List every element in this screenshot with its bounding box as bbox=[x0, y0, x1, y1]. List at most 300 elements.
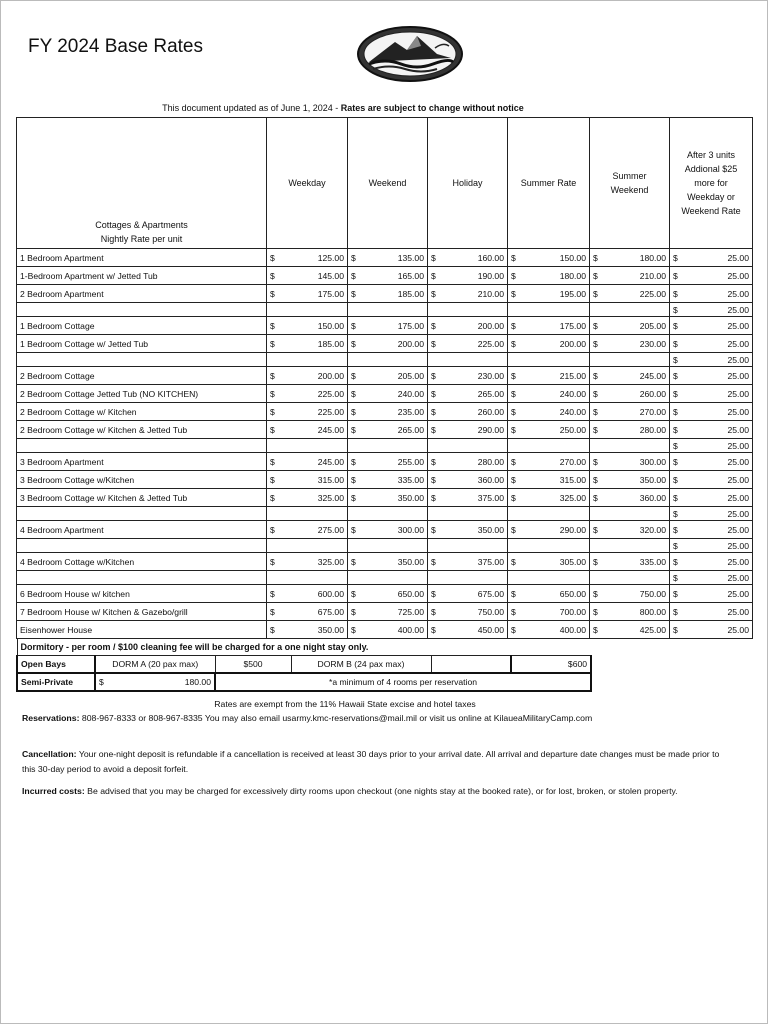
currency-symbol: $ bbox=[673, 474, 678, 485]
rate-cell bbox=[508, 353, 590, 367]
rate-value: 215.00 bbox=[559, 370, 586, 381]
rate-value: 255.00 bbox=[397, 456, 424, 467]
rate-cell bbox=[590, 317, 670, 335]
currency-symbol: $ bbox=[270, 338, 275, 349]
rate-cell bbox=[590, 285, 670, 303]
currency-symbol: $ bbox=[431, 556, 436, 567]
currency-symbol: $ bbox=[351, 406, 356, 417]
rate-cell bbox=[670, 585, 753, 603]
rate-cell bbox=[590, 353, 670, 367]
rate-value: 200.00 bbox=[559, 338, 586, 349]
currency-symbol: $ bbox=[511, 288, 516, 299]
rate-cell bbox=[428, 521, 508, 539]
rate-value: 175.00 bbox=[397, 320, 424, 331]
rate-cell bbox=[508, 303, 590, 317]
column-header-weekday: Weekday bbox=[267, 118, 348, 249]
rate-cell bbox=[590, 249, 670, 267]
currency-symbol: $ bbox=[511, 370, 516, 381]
rate-cell bbox=[267, 553, 348, 571]
rate-cell bbox=[267, 571, 348, 585]
currency-symbol: $ bbox=[673, 572, 678, 583]
rate-cell bbox=[267, 471, 348, 489]
rate-value: 25.00 bbox=[727, 440, 749, 451]
rate-value: 210.00 bbox=[639, 270, 666, 281]
rate-value: 360.00 bbox=[639, 492, 666, 503]
dorm-a-label: DORM A (20 pax max) bbox=[95, 656, 215, 674]
currency-symbol: $ bbox=[673, 270, 678, 281]
rate-value: 25.00 bbox=[727, 556, 749, 567]
rate-value: 280.00 bbox=[477, 456, 504, 467]
reservations-text: 808-967-8333 or 808-967-8335 You may also email usarmy.kmc-reservations@mail.mil or visit us online at KilaueaMilitaryCamp.com bbox=[79, 713, 593, 723]
rate-value: 25.00 bbox=[727, 508, 749, 519]
rates-table bbox=[16, 117, 753, 639]
currency-symbol: $ bbox=[593, 338, 598, 349]
currency-symbol: $ bbox=[270, 456, 275, 467]
rate-value: 205.00 bbox=[639, 320, 666, 331]
unit-name bbox=[17, 539, 267, 553]
rate-value: 350.00 bbox=[477, 524, 504, 535]
rate-cell bbox=[508, 367, 590, 385]
rate-value: 235.00 bbox=[397, 406, 424, 417]
currency-symbol: $ bbox=[593, 492, 598, 503]
rate-cell bbox=[508, 489, 590, 507]
rate-value: 25.00 bbox=[727, 524, 749, 535]
rate-value: 230.00 bbox=[477, 370, 504, 381]
spacer-row bbox=[17, 353, 753, 367]
currency-symbol: $ bbox=[673, 540, 678, 551]
column-header-holiday: Holiday bbox=[428, 118, 508, 249]
rate-cell bbox=[428, 403, 508, 421]
currency-symbol: $ bbox=[351, 524, 356, 535]
rate-cell bbox=[508, 439, 590, 453]
currency-symbol: $ bbox=[351, 370, 356, 381]
rate-value: 290.00 bbox=[559, 524, 586, 535]
rate-value: 320.00 bbox=[639, 524, 666, 535]
rate-cell bbox=[508, 521, 590, 539]
semi-private-note: *a minimum of 4 rooms per reservation bbox=[215, 673, 591, 691]
currency-symbol: $ bbox=[673, 508, 678, 519]
unit-name: 6 Bedroom House w/ kitchen bbox=[17, 585, 267, 603]
rate-cell bbox=[590, 585, 670, 603]
rate-value: 245.00 bbox=[317, 456, 344, 467]
rate-value: 160.00 bbox=[477, 252, 504, 263]
rate-value: 315.00 bbox=[559, 474, 586, 485]
rate-cell bbox=[428, 303, 508, 317]
currency-symbol: $ bbox=[351, 338, 356, 349]
rate-cell bbox=[670, 553, 753, 571]
rate-cell bbox=[670, 317, 753, 335]
unit-name: 4 Bedroom Cottage w/Kitchen bbox=[17, 553, 267, 571]
rate-cell bbox=[508, 267, 590, 285]
unit-name bbox=[17, 303, 267, 317]
rate-cell bbox=[428, 421, 508, 439]
rate-cell bbox=[428, 507, 508, 521]
currency-symbol: $ bbox=[270, 524, 275, 535]
rate-cell bbox=[670, 471, 753, 489]
rate-value: 200.00 bbox=[317, 370, 344, 381]
update-date-text: This document updated as of June 1, 2024 - bbox=[162, 103, 341, 113]
rate-cell bbox=[508, 585, 590, 603]
currency-symbol: $ bbox=[431, 624, 436, 635]
rate-row bbox=[17, 367, 753, 385]
currency-symbol: $ bbox=[270, 606, 275, 617]
rate-value: 260.00 bbox=[477, 406, 504, 417]
currency-symbol: $ bbox=[673, 288, 678, 299]
rate-cell bbox=[428, 335, 508, 353]
rate-value: 25.00 bbox=[727, 588, 749, 599]
rate-value: 175.00 bbox=[559, 320, 586, 331]
rate-cell bbox=[670, 603, 753, 621]
spacer-row bbox=[17, 303, 753, 317]
rate-value: 325.00 bbox=[559, 492, 586, 503]
rate-value: 190.00 bbox=[477, 270, 504, 281]
currency-symbol: $ bbox=[511, 388, 516, 399]
rate-cell bbox=[508, 421, 590, 439]
rate-cell bbox=[590, 489, 670, 507]
currency-symbol: $ bbox=[593, 624, 598, 635]
rate-cell bbox=[590, 335, 670, 353]
rate-value: 650.00 bbox=[397, 588, 424, 599]
currency-symbol: $ bbox=[351, 288, 356, 299]
rate-cell bbox=[348, 471, 428, 489]
currency-symbol: $ bbox=[673, 338, 678, 349]
rate-value: 200.00 bbox=[397, 338, 424, 349]
currency-symbol: $ bbox=[270, 556, 275, 567]
rate-row bbox=[17, 421, 753, 439]
unit-name: 2 Bedroom Apartment bbox=[17, 285, 267, 303]
rate-cell bbox=[267, 521, 348, 539]
rate-cell bbox=[670, 285, 753, 303]
rate-value: 300.00 bbox=[639, 456, 666, 467]
rate-cell bbox=[670, 421, 753, 439]
rate-value: 450.00 bbox=[477, 624, 504, 635]
currency-symbol: $ bbox=[593, 606, 598, 617]
rate-cell bbox=[348, 585, 428, 603]
mountain-wave-emblem-icon bbox=[355, 24, 465, 84]
spacer-row bbox=[17, 439, 753, 453]
currency-symbol: $ bbox=[270, 252, 275, 263]
rate-value: 180.00 bbox=[639, 252, 666, 263]
rate-value: 25.00 bbox=[727, 354, 749, 365]
currency-symbol: $ bbox=[431, 606, 436, 617]
rate-value: 250.00 bbox=[559, 424, 586, 435]
currency-symbol: $ bbox=[673, 406, 678, 417]
currency-symbol: $ bbox=[511, 524, 516, 535]
rate-cell bbox=[670, 335, 753, 353]
unit-name: 2 Bedroom Cottage w/ Kitchen & Jetted Tub bbox=[17, 421, 267, 439]
rate-value: 275.00 bbox=[317, 524, 344, 535]
currency-symbol: $ bbox=[511, 456, 516, 467]
rate-cell bbox=[348, 403, 428, 421]
rate-cell bbox=[670, 267, 753, 285]
spacer-row bbox=[17, 571, 753, 585]
rate-value: 265.00 bbox=[397, 424, 424, 435]
rate-value: 245.00 bbox=[317, 424, 344, 435]
incurred-costs-note bbox=[22, 784, 722, 799]
rate-cell bbox=[590, 385, 670, 403]
rate-value: 25.00 bbox=[727, 572, 749, 583]
open-bays-row bbox=[17, 656, 591, 674]
rates-body bbox=[17, 249, 753, 639]
spacer-row bbox=[17, 539, 753, 553]
rate-cell bbox=[428, 621, 508, 639]
unit-name: 1 Bedroom Cottage bbox=[17, 317, 267, 335]
dormitory-note-row bbox=[17, 639, 591, 656]
rate-value: 350.00 bbox=[639, 474, 666, 485]
rate-value: 290.00 bbox=[477, 424, 504, 435]
rate-value: 225.00 bbox=[639, 288, 666, 299]
unit-name: 1 Bedroom Apartment bbox=[17, 249, 267, 267]
rate-value: 25.00 bbox=[727, 406, 749, 417]
rate-cell bbox=[267, 453, 348, 471]
rate-value: 25.00 bbox=[727, 424, 749, 435]
rate-value: 280.00 bbox=[639, 424, 666, 435]
rate-value: 265.00 bbox=[477, 388, 504, 399]
rate-value: 25.00 bbox=[727, 338, 749, 349]
rate-cell bbox=[348, 303, 428, 317]
rate-cell bbox=[348, 489, 428, 507]
column-header-weekend: Weekend bbox=[348, 118, 428, 249]
rate-row bbox=[17, 403, 753, 421]
rate-value: 180.00 bbox=[559, 270, 586, 281]
rate-value: 700.00 bbox=[559, 606, 586, 617]
currency-symbol: $ bbox=[431, 388, 436, 399]
rate-cell bbox=[267, 539, 348, 553]
rate-cell bbox=[428, 571, 508, 585]
currency-symbol: $ bbox=[593, 474, 598, 485]
rate-cell bbox=[348, 539, 428, 553]
rate-cell bbox=[508, 249, 590, 267]
rate-cell bbox=[590, 267, 670, 285]
rate-cell bbox=[670, 403, 753, 421]
header-row bbox=[17, 118, 753, 249]
rate-cell bbox=[267, 403, 348, 421]
rate-cell bbox=[267, 249, 348, 267]
rate-cell bbox=[267, 267, 348, 285]
column-header-summer-rate: Summer Rate bbox=[508, 118, 590, 249]
unit-name: 3 Bedroom Cottage w/Kitchen bbox=[17, 471, 267, 489]
currency-symbol: $ bbox=[511, 474, 516, 485]
currency-symbol: $ bbox=[431, 474, 436, 485]
column-header-unit: Cottages & Apartments Nightly Rate per unit bbox=[17, 118, 267, 249]
rate-cell bbox=[428, 489, 508, 507]
unit-name: 2 Bedroom Cottage bbox=[17, 367, 267, 385]
rate-cell bbox=[267, 367, 348, 385]
rate-cell bbox=[670, 439, 753, 453]
rates-change-warning: Rates are subject to change without notice bbox=[340, 103, 524, 113]
rate-row bbox=[17, 453, 753, 471]
reservations-note bbox=[22, 711, 722, 726]
semi-private-label: Semi-Private bbox=[17, 673, 95, 691]
tax-exempt-note: Rates are exempt from the 11% Hawaii State excise and hotel taxes bbox=[214, 699, 476, 709]
rate-value: 675.00 bbox=[317, 606, 344, 617]
currency-symbol: $ bbox=[431, 456, 436, 467]
unit-name: 3 Bedroom Cottage w/ Kitchen & Jetted Tub bbox=[17, 489, 267, 507]
unit-name: 2 Bedroom Cottage w/ Kitchen bbox=[17, 403, 267, 421]
rate-cell bbox=[348, 603, 428, 621]
rate-value: 315.00 bbox=[317, 474, 344, 485]
currency-symbol: $ bbox=[593, 288, 598, 299]
unit-name: Eisenhower House bbox=[17, 621, 267, 639]
rate-value: 400.00 bbox=[559, 624, 586, 635]
currency-symbol: $ bbox=[431, 288, 436, 299]
rate-value: 675.00 bbox=[477, 588, 504, 599]
rate-cell bbox=[428, 249, 508, 267]
rate-cell bbox=[508, 471, 590, 489]
currency-symbol: $ bbox=[511, 624, 516, 635]
currency-symbol: $ bbox=[351, 252, 356, 263]
semi-private-price-cell bbox=[95, 673, 215, 691]
rate-cell bbox=[590, 453, 670, 471]
unit-name bbox=[17, 353, 267, 367]
rate-cell bbox=[348, 317, 428, 335]
rate-cell bbox=[428, 553, 508, 571]
rate-value: 350.00 bbox=[397, 492, 424, 503]
currency-symbol: $ bbox=[593, 320, 598, 331]
page-title: FY 2024 Base Rates bbox=[28, 36, 203, 57]
currency-symbol: $ bbox=[511, 588, 516, 599]
currency-symbol: $ bbox=[673, 492, 678, 503]
rate-value: 25.00 bbox=[727, 474, 749, 485]
rate-value: 360.00 bbox=[477, 474, 504, 485]
rate-value: 25.00 bbox=[727, 606, 749, 617]
rate-value: 145.00 bbox=[317, 270, 344, 281]
rate-cell bbox=[348, 353, 428, 367]
currency-symbol: $ bbox=[431, 424, 436, 435]
unit-name: 4 Bedroom Apartment bbox=[17, 521, 267, 539]
currency-symbol: $ bbox=[270, 406, 275, 417]
rate-cell bbox=[267, 621, 348, 639]
currency-symbol: $ bbox=[351, 270, 356, 281]
currency-symbol: $ bbox=[351, 624, 356, 635]
rate-row bbox=[17, 521, 753, 539]
currency-symbol: $ bbox=[431, 588, 436, 599]
rate-value: 600.00 bbox=[317, 588, 344, 599]
rate-value: 750.00 bbox=[477, 606, 504, 617]
rate-value: 25.00 bbox=[727, 270, 749, 281]
rate-value: 185.00 bbox=[317, 338, 344, 349]
rate-row bbox=[17, 489, 753, 507]
cancellation-label: Cancellation: bbox=[22, 749, 77, 759]
rate-cell bbox=[670, 539, 753, 553]
rate-row bbox=[17, 317, 753, 335]
rate-cell bbox=[590, 553, 670, 571]
currency-symbol: $ bbox=[431, 524, 436, 535]
dorm-b-label: DORM B (24 pax max) bbox=[291, 656, 431, 674]
rate-value: 150.00 bbox=[317, 320, 344, 331]
currency-symbol: $ bbox=[593, 556, 598, 567]
dorm-b-price: $600 bbox=[511, 656, 591, 674]
cancellation-text: Your one-night deposit is refundable if a cancellation is received at least 30 days prior to your arrival date. All arrival and departure date changes must be made prior to this 30-day period to avoid a deposit forfeit. bbox=[22, 749, 720, 774]
unit-name: 7 Bedroom House w/ Kitchen & Gazebo/grill bbox=[17, 603, 267, 621]
rate-value: 245.00 bbox=[639, 370, 666, 381]
rate-value: 270.00 bbox=[639, 406, 666, 417]
rate-value: 375.00 bbox=[477, 492, 504, 503]
dormitory-table bbox=[16, 639, 592, 692]
rate-cell bbox=[428, 439, 508, 453]
currency-symbol: $ bbox=[593, 456, 598, 467]
rate-cell bbox=[428, 385, 508, 403]
unit-name: 3 Bedroom Apartment bbox=[17, 453, 267, 471]
currency-symbol: $ bbox=[270, 288, 275, 299]
currency-symbol: $ bbox=[270, 320, 275, 331]
rate-value: 135.00 bbox=[397, 252, 424, 263]
currency-symbol: $ bbox=[511, 424, 516, 435]
rate-cell bbox=[428, 317, 508, 335]
currency-symbol: $ bbox=[99, 677, 104, 687]
currency-symbol: $ bbox=[673, 370, 678, 381]
rate-cell bbox=[348, 385, 428, 403]
currency-symbol: $ bbox=[431, 370, 436, 381]
currency-symbol: $ bbox=[593, 388, 598, 399]
currency-symbol: $ bbox=[673, 354, 678, 365]
currency-symbol: $ bbox=[673, 252, 678, 263]
rate-cell bbox=[590, 439, 670, 453]
rate-cell bbox=[590, 421, 670, 439]
rate-cell bbox=[590, 621, 670, 639]
rate-value: 195.00 bbox=[559, 288, 586, 299]
dormitory-note: Dormitory - per room / $100 cleaning fee will be charged for a one night stay only. bbox=[17, 639, 591, 656]
currency-symbol: $ bbox=[673, 424, 678, 435]
rate-value: 325.00 bbox=[317, 556, 344, 567]
currency-symbol: $ bbox=[431, 252, 436, 263]
rate-value: 225.00 bbox=[317, 388, 344, 399]
rate-value: 25.00 bbox=[727, 388, 749, 399]
currency-symbol: $ bbox=[593, 524, 598, 535]
rate-value: 350.00 bbox=[317, 624, 344, 635]
rate-cell bbox=[590, 471, 670, 489]
rate-cell bbox=[348, 507, 428, 521]
currency-symbol: $ bbox=[511, 406, 516, 417]
incurred-costs-label: Incurred costs: bbox=[22, 786, 85, 796]
rate-cell bbox=[670, 489, 753, 507]
rate-value: 210.00 bbox=[477, 288, 504, 299]
currency-symbol: $ bbox=[351, 474, 356, 485]
rate-cell bbox=[590, 367, 670, 385]
rate-cell bbox=[348, 439, 428, 453]
rate-value: 425.00 bbox=[639, 624, 666, 635]
currency-symbol: $ bbox=[593, 588, 598, 599]
currency-symbol: $ bbox=[511, 606, 516, 617]
rate-value: 225.00 bbox=[477, 338, 504, 349]
currency-symbol: $ bbox=[270, 588, 275, 599]
rate-cell bbox=[670, 353, 753, 367]
rate-value: 400.00 bbox=[397, 624, 424, 635]
currency-symbol: $ bbox=[270, 474, 275, 485]
currency-symbol: $ bbox=[351, 320, 356, 331]
spacer-row bbox=[17, 507, 753, 521]
rate-cell bbox=[267, 303, 348, 317]
rate-cell bbox=[428, 453, 508, 471]
rate-cell bbox=[267, 385, 348, 403]
rate-value: 270.00 bbox=[559, 456, 586, 467]
currency-symbol: $ bbox=[593, 424, 598, 435]
rate-cell bbox=[428, 285, 508, 303]
dorm-a-price: $500 bbox=[215, 656, 291, 674]
rate-value: 650.00 bbox=[559, 588, 586, 599]
rate-row bbox=[17, 603, 753, 621]
rate-row bbox=[17, 249, 753, 267]
rate-value: 335.00 bbox=[639, 556, 666, 567]
rate-value: 25.00 bbox=[727, 288, 749, 299]
rate-cell bbox=[508, 317, 590, 335]
currency-symbol: $ bbox=[673, 304, 678, 315]
rate-value: 800.00 bbox=[639, 606, 666, 617]
rate-cell bbox=[508, 603, 590, 621]
rate-cell bbox=[267, 335, 348, 353]
currency-symbol: $ bbox=[270, 424, 275, 435]
unit-name bbox=[17, 439, 267, 453]
